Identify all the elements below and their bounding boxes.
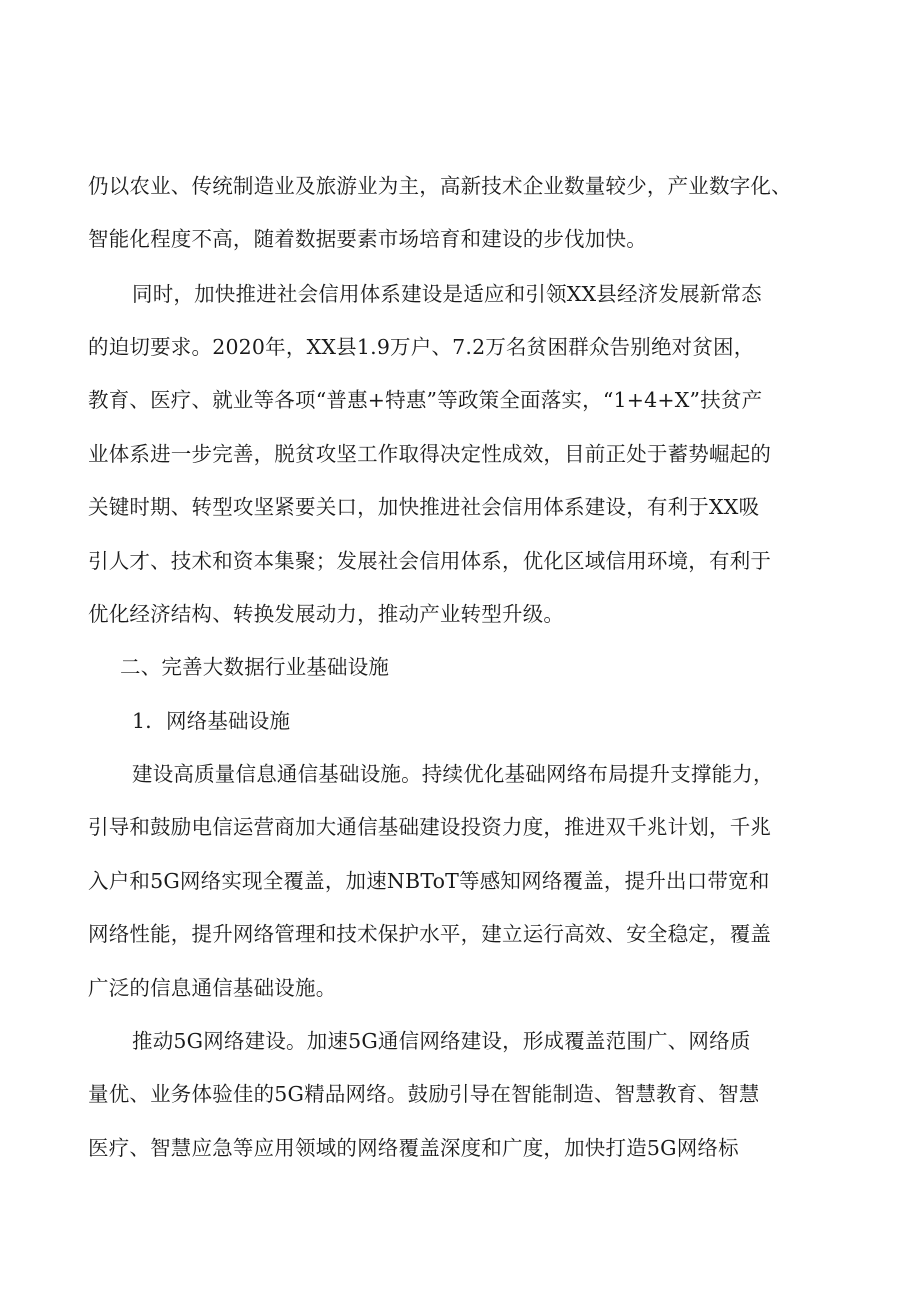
text-line: 建设高质量信息通信基础设施。持续优化基础网络布局提升支撑能力， — [132, 762, 774, 786]
text-line: 引导和鼓励电信运营商加大通信基础建设投资力度，推进双千兆计划，千兆 — [88, 815, 772, 839]
text-line: 仍以农业、传统制造业及旅游业为主，高新技术企业数量较少，产业数字化、 — [88, 174, 792, 198]
text-line: 智能化程度不高，随着数据要素市场培育和建设的步伐加快。 — [88, 227, 647, 251]
text-line: 优化经济结构、转换发展动力，推动产业转型升级。 — [88, 602, 565, 626]
text-line: 入户和5G网络实现全覆盖，加速NBToT等感知网络覆盖，提升出口带宽和 — [88, 869, 770, 893]
text-line: 量优、业务体验佳的5G精品网络。鼓励引导在智能制造、智慧教育、智慧 — [88, 1082, 760, 1106]
text-line: 同时，加快推进社会信用体系建设是适应和引领XX县经济发展新常态 — [132, 282, 762, 306]
text-line: 推动5G网络建设。加速5G通信网络建设，形成覆盖范围广、网络质 — [132, 1029, 751, 1053]
text-line: 教育、医疗、就业等各项“普惠+特惠”等政策全面落实，“1+4+X”扶贫产 — [88, 388, 763, 412]
section-heading: 二、完善大数据行业基础设施 — [120, 655, 390, 679]
text-line: 的迫切要求。2020年，XX县1.9万户、7.2万名贫困群众告别绝对贫困， — [88, 335, 755, 359]
text-line: 业体系进一步完善，脱贫攻坚工作取得决定性成效，目前正处于蓄势崛起的 — [88, 442, 772, 466]
subsection-heading: 1．网络基础设施 — [132, 709, 291, 733]
text-line: 医疗、智慧应急等应用领域的网络覆盖深度和广度，加快打造5G网络标 — [88, 1136, 739, 1160]
text-line: 引人才、技术和资本集聚；发展社会信用体系，优化区域信用环境，有利于 — [88, 549, 772, 573]
text-line: 网络性能，提升网络管理和技术保护水平，建立运行高效、安全稳定，覆盖 — [88, 922, 772, 946]
text-line: 关键时期、转型攻坚紧要关口，加快推进社会信用体系建设，有利于XX吸 — [88, 495, 760, 519]
text-line: 广泛的信息通信基础设施。 — [88, 976, 337, 1000]
